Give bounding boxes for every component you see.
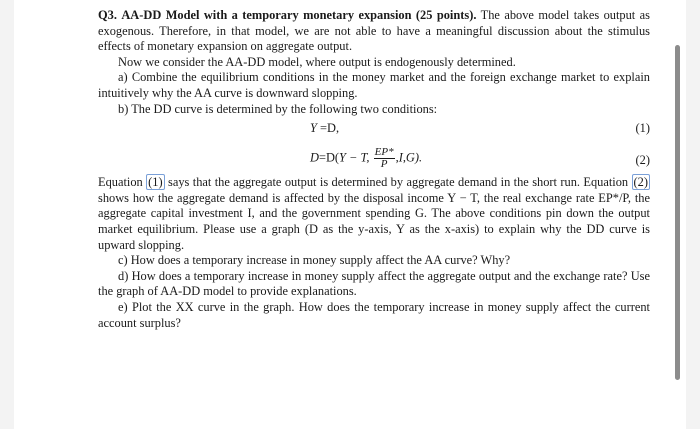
eq1-rhs: =D, bbox=[320, 121, 340, 136]
question-intro: The above model takes output as exogenous. Therefore, in that model, we are not able to have a meaningful discussion about the stimulus effects of monetary expansion on aggregate output. bbox=[98, 8, 650, 54]
explain-3: shows how the aggregate demand is affected by the disposal income Y − T, the real exchange rate EP*/P, the aggregate capital investment I, and the government spending G. The above conditions pin down the output market equilibrium. Please use a graph (D as the y-axis, Y as the x-axis) to explain why the DD curve is upward slopping. bbox=[98, 190, 650, 252]
question-number: Q3. bbox=[98, 8, 117, 22]
part-d: d) How does a temporary increase in money supply affect the aggregate output and the exchange rate? Use the graph of AA-DD model to provide explanations. bbox=[98, 268, 650, 299]
part-b: b) The DD curve is determined by the following two conditions: bbox=[118, 101, 438, 116]
eq2-number: (2) bbox=[635, 153, 650, 168]
eq1-number: (1) bbox=[635, 121, 650, 136]
eq2-fraction bbox=[374, 147, 395, 170]
part-e: e) Plot the XX curve in the graph. How does the temporary increase in money supply affect the current account surplus? bbox=[98, 299, 650, 330]
eq2-c: Y − T, bbox=[339, 150, 370, 165]
part-c: c) How does a temporary increase in money supply affect the AA curve? Why? bbox=[118, 253, 511, 268]
eq2-b: =D( bbox=[318, 150, 340, 165]
explain-2: says that the aggregate output is determined by aggregate demand in the short run. Equation bbox=[168, 175, 629, 190]
eq1-lhs: Y bbox=[310, 121, 317, 136]
eq2-frac-bot: P bbox=[380, 158, 388, 171]
part-a: a) Combine the equilibrium conditions in the money market and the foreign exchange market to explain intuitively why the AA curve is downward slopping. bbox=[98, 70, 650, 100]
equation-1-link[interactable]: (1) bbox=[148, 175, 163, 190]
eq2-a: D bbox=[310, 150, 319, 165]
question-heading bbox=[98, 8, 650, 55]
explanation-paragraph bbox=[98, 175, 650, 253]
consider-line: Now we consider the AA-DD model, where output is endogenously determined. bbox=[118, 54, 516, 69]
question-title: AA-DD Model with a temporary monetary expansion (25 points). bbox=[121, 8, 477, 22]
eq2-d: ,I,G). bbox=[395, 150, 423, 165]
equation-2 bbox=[98, 141, 650, 175]
eq2-frac-top: EP* bbox=[374, 146, 394, 159]
equation-1 bbox=[98, 117, 650, 141]
scrollbar[interactable] bbox=[675, 45, 680, 380]
explain-1: Equation bbox=[98, 175, 143, 190]
equation-2-link[interactable]: (2) bbox=[633, 175, 648, 190]
question-text bbox=[98, 8, 650, 331]
